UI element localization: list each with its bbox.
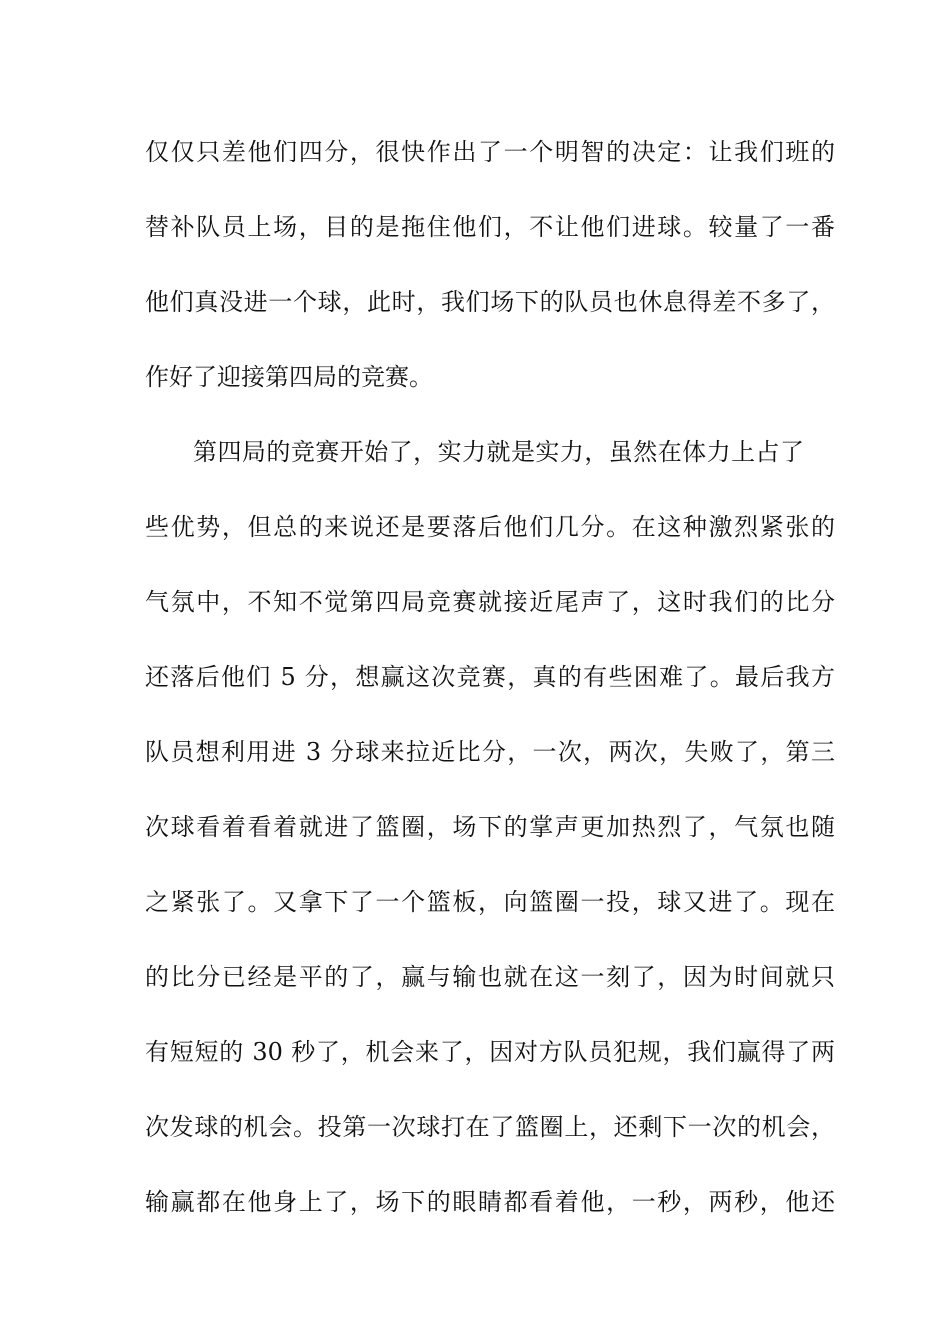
- text-line: 有短短的 30 秒了，机会来了，因对方队员犯规，我们赢得了两: [145, 1038, 835, 1066]
- text-line: 次球看着看着就进了篮圈，场下的掌声更加热烈了，气氛也随: [145, 813, 835, 841]
- text-line: 之紧张了。又拿下了一个篮板，向篮圈一投，球又进了。现在: [145, 888, 835, 916]
- text-line: 次发球的机会。投第一次球打在了篮圈上，还剩下一次的机会，: [145, 1113, 835, 1141]
- text-line: 气氛中，不知不觉第四局竞赛就接近尾声了，这时我们的比分: [145, 588, 835, 616]
- text-line: 队员想利用进 3 分球来拉近比分，一次，两次，失败了，第三: [145, 738, 835, 766]
- text-line: 些优势，但总的来说还是要落后他们几分。在这种激烈紧张的: [145, 513, 835, 541]
- text-line: 仅仅只差他们四分，很快作出了一个明智的决定：让我们班的: [145, 138, 835, 166]
- text-line: 他们真没进一个球，此时，我们场下的队员也休息得差不多了，: [145, 288, 835, 316]
- text-line: 作好了迎接第四局的竞赛。: [145, 363, 433, 391]
- text-line: 第四局的竞赛开始了，实力就是实力，虽然在体力上占了: [193, 438, 804, 466]
- text-line: 输赢都在他身上了，场下的眼睛都看着他，一秒，两秒，他还: [145, 1188, 835, 1216]
- text-line: 替补队员上场，目的是拖住他们，不让他们进球。较量了一番: [145, 213, 835, 241]
- text-line: 的比分已经是平的了，赢与输也就在这一刻了，因为时间就只: [145, 963, 835, 991]
- text-line: 还落后他们 5 分，想赢这次竞赛，真的有些困难了。最后我方: [145, 663, 835, 691]
